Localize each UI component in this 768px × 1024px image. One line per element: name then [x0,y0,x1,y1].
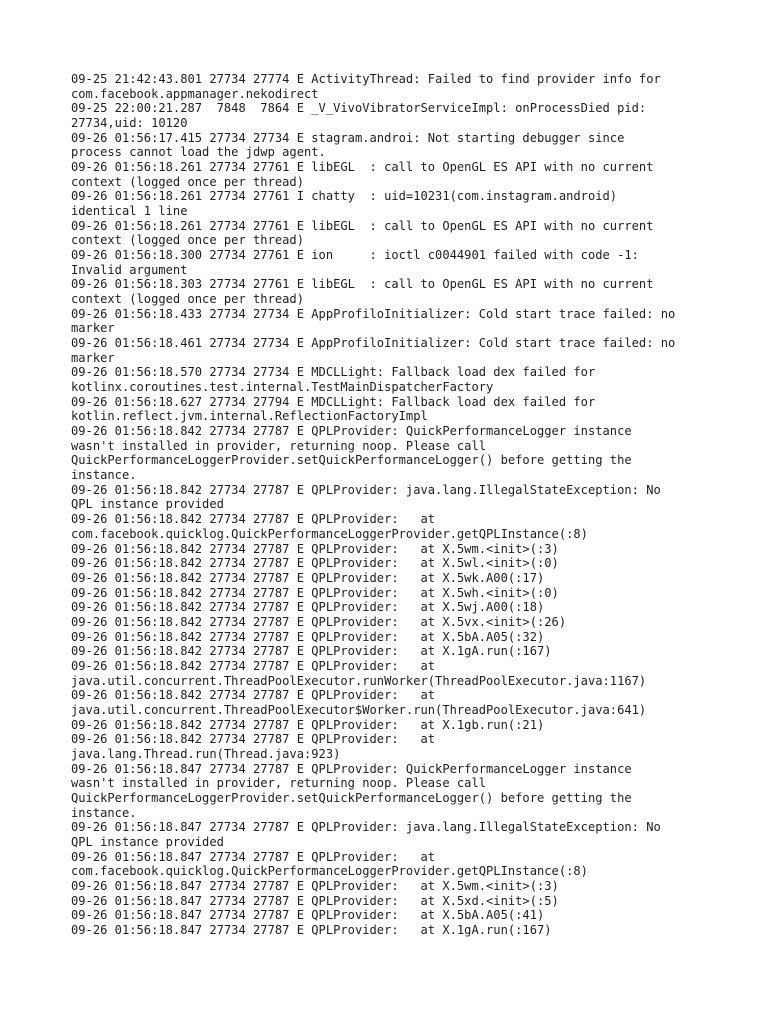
log-line: 09-26 01:56:18.847 27734 27787 E QPLProvider: at X.5bA.A05(:41) [71,908,545,923]
log-line: 27734,uid: 10120 [71,116,188,131]
log-line: 09-26 01:56:18.842 27734 27787 E QPLProvider: at X.1gb.run(:21) [71,717,545,732]
log-line: 09-26 01:56:18.842 27734 27787 E QPLProvider: at X.5wm.<init>(:3) [71,541,559,556]
log-line: 09-26 01:56:18.842 27734 27787 E QPLProvider: at X.5wk.A00(:17) [71,570,545,585]
log-line: 09-26 01:56:18.570 27734 27734 E MDCLLight: Fallback load dex failed for [71,365,596,380]
log-line: com.facebook.quicklog.QuickPerformanceLoggerProvider.getQPLInstance(:8) [71,526,588,541]
log-line: 09-26 01:56:18.261 27734 27761 I chatty : uid=10231(com.instagram.android) [71,189,618,204]
log-line: wasn't installed in provider, returning noop. Please call [71,438,487,453]
log-line: 09-26 01:56:18.847 27734 27787 E QPLProvider: at X.1gA.run(:167) [71,922,552,937]
log-line: 09-25 22:00:21.287 7848 7864 E _V_VivoVibratorServiceImpl: onProcessDied pid: [71,101,647,116]
log-line: 09-26 01:56:18.261 27734 27761 E libEGL : call to OpenGL ES API with no current [71,160,654,175]
log-line: 09-26 01:56:18.261 27734 27761 E libEGL : call to OpenGL ES API with no current [71,218,654,233]
log-line: java.util.concurrent.ThreadPoolExecutor.runWorker(ThreadPoolExecutor.java:1167) [71,673,647,688]
log-line: 09-26 01:56:18.842 27734 27787 E QPLProvider: at X.5wh.<init>(:0) [71,585,559,600]
log-line: 09-26 01:56:18.847 27734 27787 E QPLProvider: QuickPerformanceLogger instance [71,761,632,776]
log-line: 09-26 01:56:18.842 27734 27787 E QPLProvider: java.lang.IllegalStateException: No [71,482,661,497]
log-line: instance. [71,468,137,483]
log-line: context (logged once per thread) [71,292,304,307]
log-line: QPL instance provided [71,834,224,849]
log-line: 09-26 01:56:18.847 27734 27787 E QPLProvider: at X.5wm.<init>(:3) [71,878,559,893]
log-line: 09-26 01:56:18.433 27734 27734 E AppProfiloInitializer: Cold start trace failed: no [71,306,676,321]
log-line: 09-26 01:56:18.842 27734 27787 E QPLProvider: at [71,688,436,703]
log-text-block [71,72,711,938]
log-line: 09-26 01:56:18.842 27734 27787 E QPLProvider: at [71,658,436,673]
log-line: process cannot load the jdwp agent. [71,145,326,160]
log-line: 09-26 01:56:17.415 27734 27734 E stagram.androi: Not starting debugger since [71,130,625,145]
log-line: wasn't installed in provider, returning noop. Please call [71,776,487,791]
log-line: marker [71,350,115,365]
log-line: java.lang.Thread.run(Thread.java:923) [71,746,341,761]
log-line: 09-26 01:56:18.842 27734 27787 E QPLProvider: at [71,512,436,527]
log-line: instance. [71,805,137,820]
log-line: com.facebook.appmanager.nekodirect [71,86,319,101]
log-line: QuickPerformanceLoggerProvider.setQuickPerformanceLogger() before getting the [71,453,632,468]
log-line: kotlinx.coroutines.test.internal.TestMainDispatcherFactory [71,380,494,395]
log-line: java.util.concurrent.ThreadPoolExecutor$Worker.run(ThreadPoolExecutor.java:641) [71,702,647,717]
log-line: 09-26 01:56:18.842 27734 27787 E QPLProvider: QuickPerformanceLogger instance [71,424,632,439]
log-line: 09-25 21:42:43.801 27734 27774 E ActivityThread: Failed to find provider info for [71,72,661,86]
log-line: 09-26 01:56:18.842 27734 27787 E QPLProvider: at X.5wl.<init>(:0) [71,556,559,571]
log-line: 09-26 01:56:18.842 27734 27787 E QPLProvider: at [71,732,436,747]
log-line: Invalid argument [71,262,188,277]
log-line: 09-26 01:56:18.847 27734 27787 E QPLProvider: java.lang.IllegalStateException: No [71,820,661,835]
log-line: context (logged once per thread) [71,233,304,248]
log-line: 09-26 01:56:18.303 27734 27761 E libEGL : call to OpenGL ES API with no current [71,277,654,292]
log-line: QuickPerformanceLoggerProvider.setQuickPerformanceLogger() before getting the [71,790,632,805]
log-line: 09-26 01:56:18.461 27734 27734 E AppProfiloInitializer: Cold start trace failed: no [71,336,676,351]
log-line: context (logged once per thread) [71,174,304,189]
log-line: 09-26 01:56:18.842 27734 27787 E QPLProvider: at X.5wj.A00(:18) [71,600,545,615]
log-line: marker [71,321,115,336]
log-line: 09-26 01:56:18.842 27734 27787 E QPLProvider: at X.5bA.A05(:32) [71,629,545,644]
log-line: 09-26 01:56:18.847 27734 27787 E QPLProvider: at X.5xd.<init>(:5) [71,893,559,908]
log-line: 09-26 01:56:18.847 27734 27787 E QPLProvider: at [71,849,436,864]
log-line: 09-26 01:56:18.842 27734 27787 E QPLProvider: at X.5vx.<init>(:26) [71,614,567,629]
log-line: 09-26 01:56:18.300 27734 27761 E ion : ioctl c0044901 failed with code -1: [71,248,639,263]
log-line: 09-26 01:56:18.627 27734 27794 E MDCLLight: Fallback load dex failed for [71,394,596,409]
log-line: 09-26 01:56:18.842 27734 27787 E QPLProvider: at X.1gA.run(:167) [71,644,552,659]
log-line: QPL instance provided [71,497,224,512]
log-line: kotlin.reflect.jvm.internal.ReflectionFactoryImpl [71,409,428,424]
log-line: identical 1 line [71,204,188,219]
log-line: com.facebook.quicklog.QuickPerformanceLoggerProvider.getQPLInstance(:8) [71,864,588,879]
